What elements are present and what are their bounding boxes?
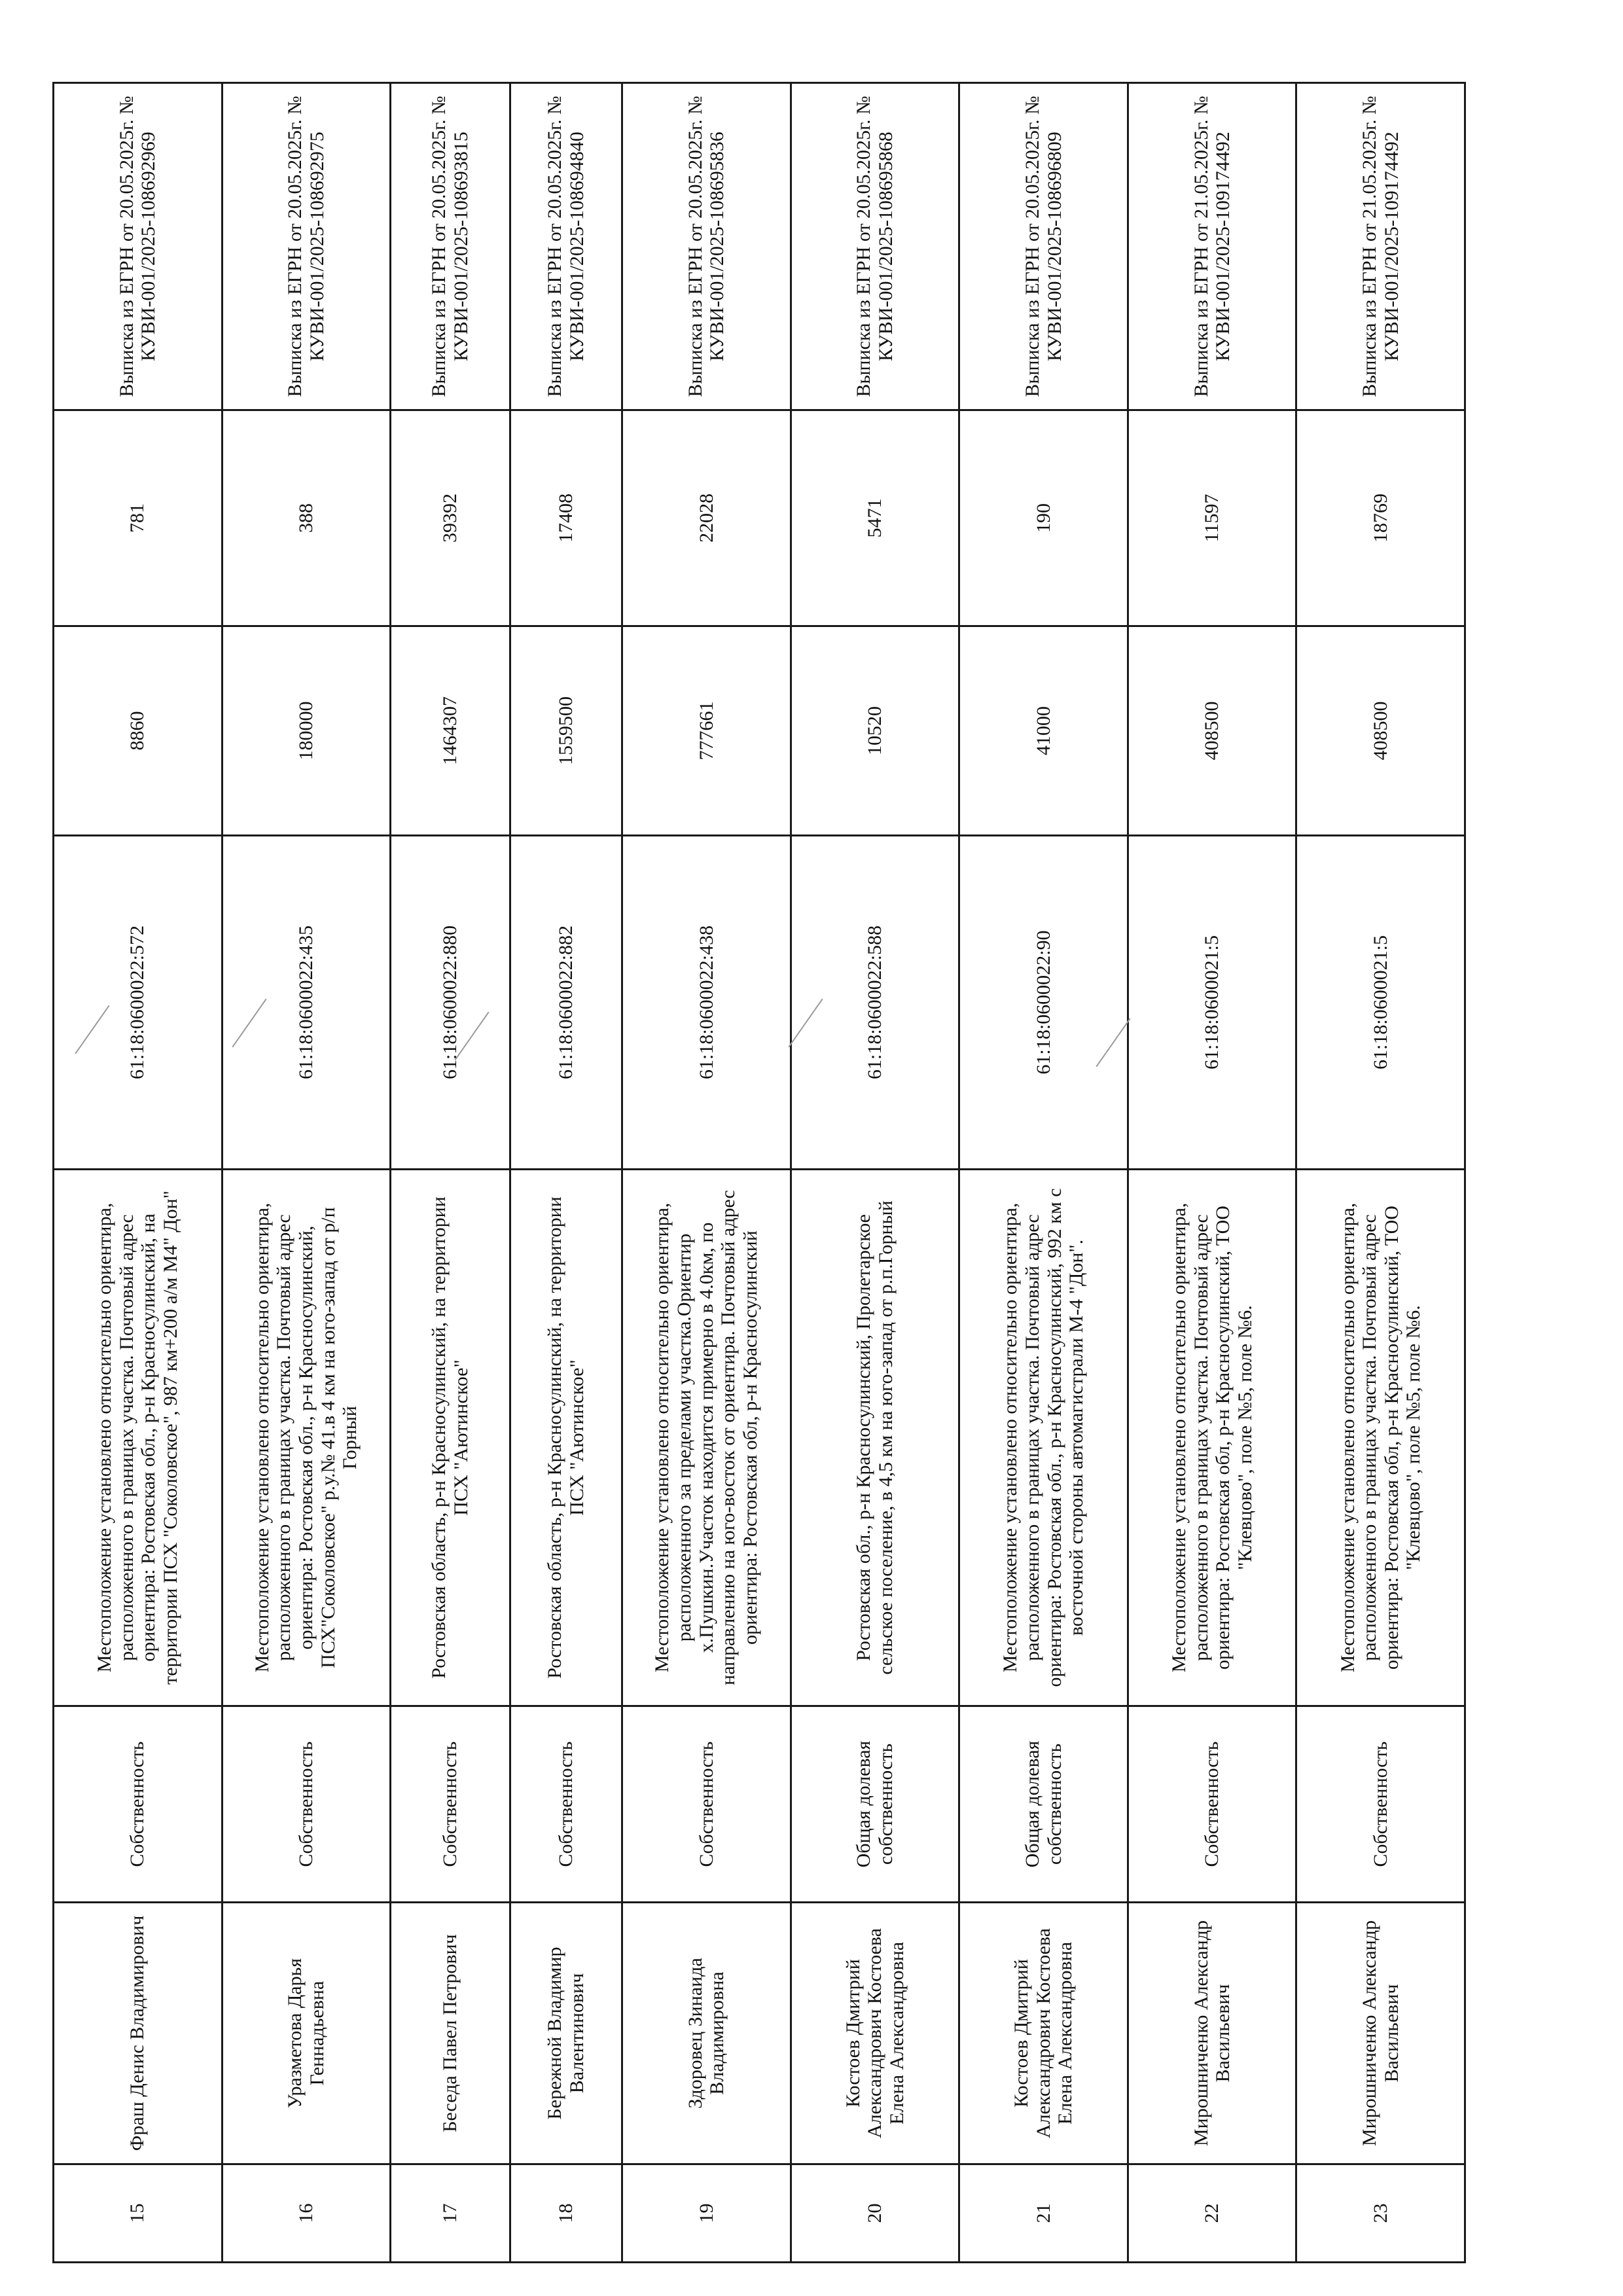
owner-name: Костоев Дмитрий Александрович Костоева Елена Александровна — [791, 1903, 959, 2164]
table-row — [222, 83, 391, 2263]
cost-value: 39392 — [391, 410, 510, 626]
location-description: Местоположение установлено относительно ориентира, расположенного в границах участка. Почтовый адрес ориентира: Ростовская обл, р-н Красносулинский, ТОО "Клевцово", поле №5, поле №6. — [1296, 1170, 1465, 1706]
area-value: 408500 — [1128, 626, 1296, 836]
cadastral-number: 61:18:0600022:882 — [510, 836, 622, 1170]
cost-value: 18769 — [1296, 410, 1465, 626]
cadastral-number: 61:18:0600022:572 — [54, 836, 223, 1170]
cost-value: 190 — [959, 410, 1128, 626]
owner-name: Беседа Павел Петрович — [391, 1903, 510, 2164]
egrn-document: Выписка из ЕГРН от 20.05.2025г. № КУВИ-001/2025-108692975 — [222, 83, 391, 410]
location-description: Местоположение установлено относительно ориентира, расположенного за пределами участка.Ориентир х.Пушкин.Участок находится примерно в 4.0км, по направлению на юго-восток от ориентира. Почтовый адрес ориентира: Ростовская обл, р-н Красносулинский — [622, 1170, 791, 1706]
right-type: Собственность — [622, 1706, 791, 1903]
row-number: 17 — [391, 2164, 510, 2263]
egrn-document: Выписка из ЕГРН от 20.05.2025г. № КУВИ-001/2025-108694840 — [510, 83, 622, 410]
owner-name: Фраш Денис Владимирович — [54, 1903, 223, 2164]
cost-value: 5471 — [791, 410, 959, 626]
table-row — [1296, 83, 1465, 2263]
area-value: 1559500 — [510, 626, 622, 836]
row-number: 19 — [622, 2164, 791, 2263]
cost-value: 11597 — [1128, 410, 1296, 626]
row-number: 23 — [1296, 2164, 1465, 2263]
area-value: 10520 — [791, 626, 959, 836]
table-row — [959, 83, 1128, 2263]
location-description: Местоположение установлено относительно ориентира, расположенного в границах участка. Почтовый адрес ориентира: Ростовская обл., р-н Красносулинский, ПСХ"Соколовское" р.у.№ 41.в 4 км на юго-запад от р/п Горный — [222, 1170, 391, 1706]
right-type: Общая долевая собственность — [959, 1706, 1128, 1903]
egrn-document: Выписка из ЕГРН от 21.05.2025г. № КУВИ-001/2025-109174492 — [1296, 83, 1465, 410]
right-type: Собственность — [1128, 1706, 1296, 1903]
area-value: 1464307 — [391, 626, 510, 836]
cadastral-number: 61:18:0600022:438 — [622, 836, 791, 1170]
owner-name: Бережной Владимир Валентинович — [510, 1903, 622, 2164]
owner-name: Здоровец Зинаида Владимировна — [622, 1903, 791, 2164]
right-type: Собственность — [54, 1706, 223, 1903]
egrn-document: Выписка из ЕГРН от 20.05.2025г. № КУВИ-001/2025-108696809 — [959, 83, 1128, 410]
table-row — [622, 83, 791, 2263]
cadastral-number: 61:18:0600022:90 — [959, 836, 1128, 1170]
egrn-document: Выписка из ЕГРН от 20.05.2025г. № КУВИ-001/2025-108695836 — [622, 83, 791, 410]
table-row — [1128, 83, 1296, 2263]
cadastral-number: 61:18:0600022:588 — [791, 836, 959, 1170]
location-description: Местоположение установлено относительно ориентира, расположенного в границах участка. Почтовый адрес ориентира: Ростовская обл., р-н Красносулинский, 992 км с восточной стороны автомагистрали М-4 "Дон". — [959, 1170, 1128, 1706]
right-type: Собственность — [510, 1706, 622, 1903]
row-number: 21 — [959, 2164, 1128, 2263]
owner-name: Мирошниченко Александр Васильевич — [1296, 1903, 1465, 2164]
right-type: Собственность — [222, 1706, 391, 1903]
cadastral-number: 61:18:0600022:435 — [222, 836, 391, 1170]
cost-value: 388 — [222, 410, 391, 626]
table-row — [510, 83, 622, 2263]
owner-name: Мирошниченко Александр Васильевич — [1128, 1903, 1296, 2164]
location-description: Ростовская область, р-н Красносулинский, на территории ПСХ "Аютинское" — [391, 1170, 510, 1706]
location-description: Ростовская область, р-н Красносулинский, на территории ПСХ "Аютинское" — [510, 1170, 622, 1706]
right-type: Собственность — [1296, 1706, 1465, 1903]
cost-value: 22028 — [622, 410, 791, 626]
owner-name: Костоев Дмитрий Александрович Костоева Елена Александровна — [959, 1903, 1128, 2164]
cost-value: 17408 — [510, 410, 622, 626]
right-type: Собственность — [391, 1706, 510, 1903]
location-description: Ростовская обл., р-н Красносулинский, Пролетарское сельское поселение, в 4,5 км на юго-запад от р.п.Горный — [791, 1170, 959, 1706]
cadastral-number: 61:18:0600022:880 — [391, 836, 510, 1170]
land-plots-table — [52, 82, 1466, 2263]
location-description: Местоположение установлено относительно ориентира, расположенного в границах участка. Почтовый адрес ориентира: Ростовская обл, р-н Красносулинский, ТОО "Клевцово", поле №5, поле №6. — [1128, 1170, 1296, 1706]
row-number: 20 — [791, 2164, 959, 2263]
row-number: 16 — [222, 2164, 391, 2263]
area-value: 8860 — [54, 626, 223, 836]
row-number: 22 — [1128, 2164, 1296, 2263]
cadastral-number: 61:18:0600021:5 — [1128, 836, 1296, 1170]
area-value: 777661 — [622, 626, 791, 836]
table-row — [54, 83, 223, 2263]
egrn-document: Выписка из ЕГРН от 20.05.2025г. № КУВИ-001/2025-108692969 — [54, 83, 223, 410]
location-description: Местоположение установлено относительно ориентира, расположенного в границах участка. Почтовый адрес ориентира: Ростовская обл., р-н Красносулинский, на территории ПСХ "Соколовское", 987 км+200 а/м М4" Дон" — [54, 1170, 223, 1706]
row-number: 18 — [510, 2164, 622, 2263]
egrn-document: Выписка из ЕГРН от 20.05.2025г. № КУВИ-001/2025-108693815 — [391, 83, 510, 410]
table-row — [791, 83, 959, 2263]
egrn-document: Выписка из ЕГРН от 21.05.2025г. № КУВИ-001/2025-109174492 — [1128, 83, 1296, 410]
cadastral-number: 61:18:0600021:5 — [1296, 836, 1465, 1170]
table-row — [391, 83, 510, 2263]
owner-name: Уразметова Дарья Геннадьевна — [222, 1903, 391, 2164]
cost-value: 781 — [54, 410, 223, 626]
area-value: 180000 — [222, 626, 391, 836]
right-type: Общая долевая собственность — [791, 1706, 959, 1903]
area-value: 408500 — [1296, 626, 1465, 836]
area-value: 41000 — [959, 626, 1128, 836]
row-number: 15 — [54, 2164, 223, 2263]
egrn-document: Выписка из ЕГРН от 20.05.2025г. № КУВИ-001/2025-108695868 — [791, 83, 959, 410]
